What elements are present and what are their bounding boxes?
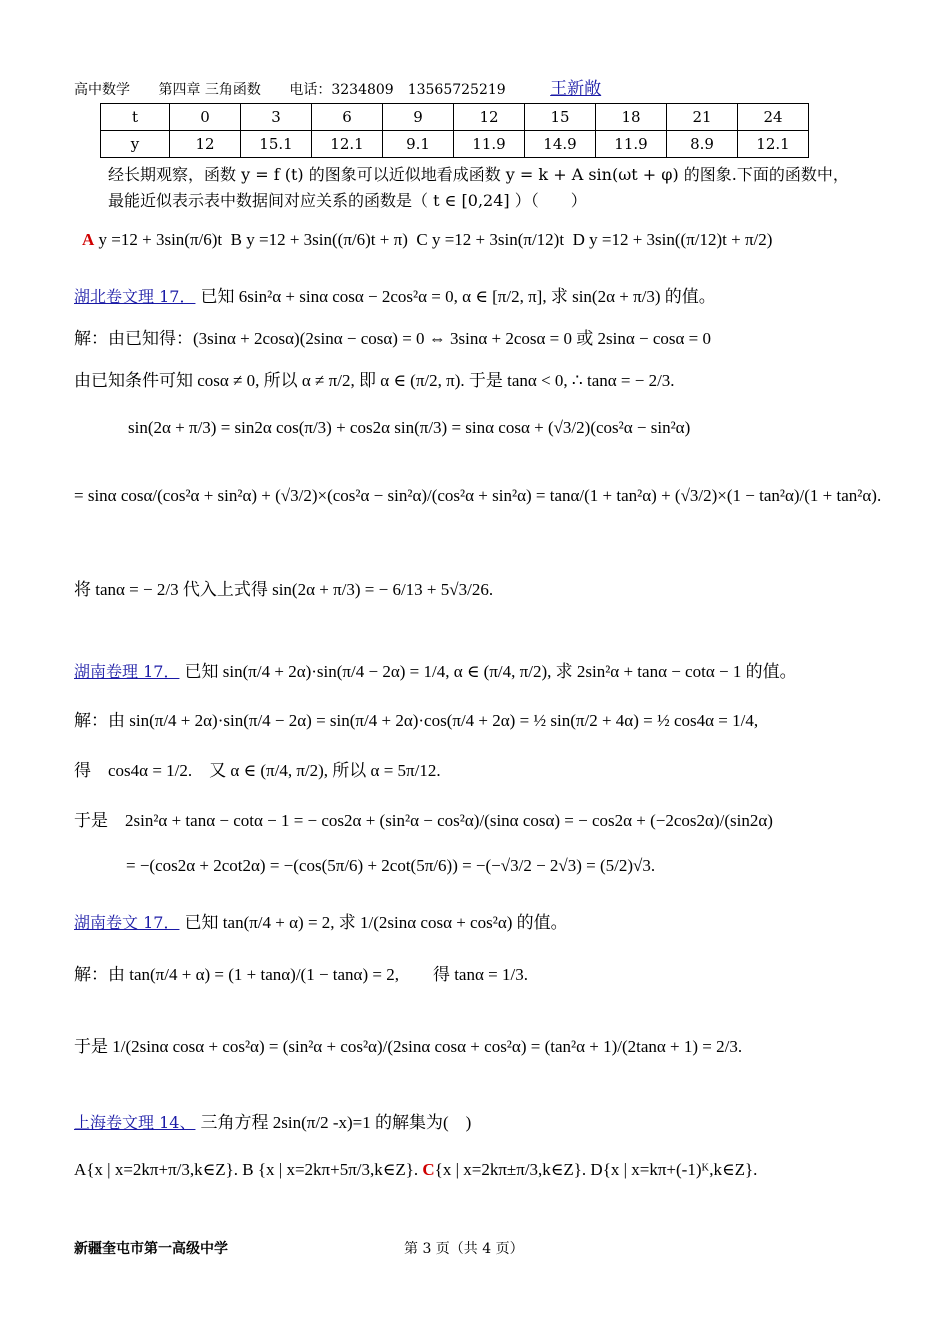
table-cell: 12.1 — [738, 131, 809, 158]
data-table — [100, 103, 809, 158]
table-cell: 6 — [312, 104, 383, 131]
solution-line: 解：由 tan(π/4 + α) = (1 + tanα)/(1 − tanα) = 2, 得 tanα = 1/3. — [74, 965, 528, 984]
author-link[interactable]: 王新敞 — [550, 79, 602, 99]
option-a: A{x | x=2kπ+π/3,k∈Z}. — [74, 1160, 239, 1179]
table-cell: 24 — [738, 104, 809, 131]
problem-5-stem — [74, 1108, 471, 1133]
table-cell: y — [101, 131, 170, 158]
option-a: y =12 + 3sin(π/6)t — [98, 230, 223, 249]
table-cell: 15 — [525, 104, 596, 131]
table-cell: 15.1 — [241, 131, 312, 158]
solution-line: 解：由 sin(π/4 + 2α)·sin(π/4 − 2α) = sin(π/4 + 2α)·cos(π/4 + 2α) = ½ sin(π/2 + 4α) = ½ cos4α = 1/4, — [74, 711, 759, 730]
option-b: B {x | x=2kπ+5π/3,k∈Z}. — [242, 1160, 419, 1179]
option-b: B y =12 + 3sin((π/6)t + π) — [230, 230, 408, 249]
option-c-letter: C — [422, 1160, 435, 1179]
problem-2-text: 已知 6sin²α + sinα cosα − 2cos²α = 0, α ∈ [π/2, π], 求 sin(2α + π/3) 的值。 — [200, 287, 716, 306]
problem-2-link[interactable]: 湖北卷文理 17． — [74, 287, 196, 306]
solution-line: 于是 1/(2sinα cosα + cos²α) = (sin²α + cos²α)/(2sinα cosα + cos²α) = (tan²α + 1)/(2tanα + 1) = 2/3. — [74, 1037, 743, 1056]
q1-options — [82, 230, 772, 250]
option-c: C y =12 + 3sin(π/12)t — [416, 230, 565, 249]
table-cell: 11.9 — [596, 131, 667, 158]
table-cell: 12.1 — [312, 131, 383, 158]
page-footer — [74, 1238, 874, 1258]
solution-line: = sinα cosα/(cos²α + sin²α) + (√3/2)×(cos²α − sin²α)/(cos²α + sin²α) = tanα/(1 + tan²α) + (√3/2)×(1 − tan²α)/(1 + tan²α). — [74, 486, 882, 505]
table-cell: t — [101, 104, 170, 131]
option-d: D y =12 + 3sin((π/12)t + π/2) — [572, 230, 773, 249]
phone: 电话：3234809 13565725219 — [289, 82, 506, 98]
school-name: 新疆奎屯市第一高级中学 — [74, 1241, 228, 1257]
table-row — [101, 131, 809, 158]
table-cell: 11.9 — [454, 131, 525, 158]
option-c: {x | x=2kπ±π/3,k∈Z}. — [434, 1160, 587, 1179]
problem-4-link[interactable]: 湖南卷文 17． — [74, 913, 180, 932]
problem-3-stem — [74, 657, 797, 682]
table-row — [101, 104, 809, 131]
table-cell: 0 — [170, 104, 241, 131]
table-cell: 14.9 — [525, 131, 596, 158]
solution-line: 由已知条件可知 cosα ≠ 0, 所以 α ≠ π/2, 即 α ∈ (π/2, π). 于是 tanα < 0, ∴ tanα = − 2/3. — [74, 371, 675, 390]
q1-line1: 经长期观察，函数 y = f (t) 的图象可以近似地看成函数 y = k + A sin(ωt + φ) 的图象.下面的函数中， — [108, 165, 849, 184]
solution-line: 于是 2sin²α + tanα − cotα − 1 = − cos2α + (sin²α − cos²α)/(sinα cosα) = − cos2α + (−2cos2α)/(sin2α) — [74, 811, 773, 830]
problem-4-stem — [74, 908, 568, 933]
table-cell: 12 — [454, 104, 525, 131]
problem-5-link[interactable]: 上海卷文理 14、 — [74, 1113, 196, 1132]
chapter: 第四章 三角函数 — [158, 82, 261, 98]
subject: 高中数学 — [74, 82, 130, 98]
table-cell: 9.1 — [383, 131, 454, 158]
problem-3-text: 已知 sin(π/4 + 2α)·sin(π/4 − 2α) = 1/4, α ∈ (π/4, π/2), 求 2sin²α + tanα − cotα − 1 的值。 — [184, 662, 797, 681]
table-cell: 3 — [241, 104, 312, 131]
table-cell: 21 — [667, 104, 738, 131]
solution-line: 解：由已知得：(3sinα + 2cosα)(2sinα − cosα) = 0 ⇔ 3sinα + 2cosα = 0 或 2sinα − cosα = 0 — [74, 329, 712, 348]
page-number: 第 3 页（共 4 页） — [404, 1241, 524, 1257]
table-cell: 12 — [170, 131, 241, 158]
problem-5-options — [74, 1160, 757, 1180]
option-a-letter: A — [82, 230, 95, 249]
option-d: D{x | x=kπ+(-1)ᴷ,k∈Z}. — [590, 1160, 758, 1179]
solution-line: 得 cos4α = 1/2. 又 α ∈ (π/4, π/2), 所以 α = 5π/12. — [74, 761, 441, 780]
solution-line: 将 tanα = − 2/3 代入上式得 sin(2α + π/3) = − 6/13 + 5√3/26. — [74, 580, 494, 599]
problem-3-link[interactable]: 湖南卷理 17． — [74, 662, 180, 681]
solution-line: sin(2α + π/3) = sin2α cos(π/3) + cos2α sin(π/3) = sinα cosα + (√3/2)(cos²α − sin²α) — [128, 418, 691, 437]
q1-line2: 最能近似表示表中数据间对应关系的函数是（ t ∈ [0,24] ）（ ） — [108, 191, 587, 210]
table-cell: 18 — [596, 104, 667, 131]
solution-line: = −(cos2α + 2cot2α) = −(cos(5π/6) + 2cot(5π/6)) = −(−√3/2 − 2√3) = (5/2)√3. — [126, 856, 656, 875]
table-cell: 9 — [383, 104, 454, 131]
problem-5-text: 三角方程 2sin(π/2 -x)=1 的解集为( ) — [200, 1113, 472, 1132]
table-cell: 8.9 — [667, 131, 738, 158]
problem-4-text: 已知 tan(π/4 + α) = 2, 求 1/(2sinα cosα + cos²α) 的值。 — [184, 913, 568, 932]
page-header — [74, 74, 601, 99]
problem-2-stem — [74, 282, 716, 307]
